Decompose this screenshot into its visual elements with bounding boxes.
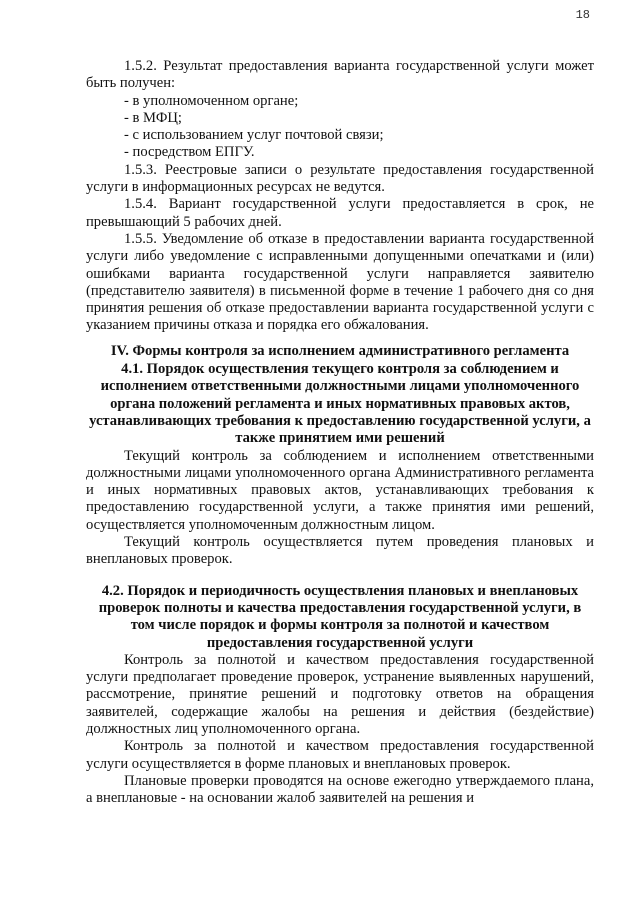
paragraph-1-5-3: 1.5.3. Реестровые записи о результате предоставления государственной услуги в информационных ресурсах не ведутся. (86, 161, 594, 196)
paragraph-4-2-1: Контроль за полнотой и качеством предоставления государственной услуги предполагает проведение проверок, устранение выявленных нарушений, рассмотрение, принятие решений и подготовку ответов на обращения заявителей, содержащие жалобы на решения и действия (бездействие) должностных лиц уполномоченного органа. (86, 651, 594, 737)
paragraph-1-5-4: 1.5.4. Вариант государственной услуги предоставляется в срок, не превышающий 5 рабочих дней. (86, 196, 594, 230)
subsection-4-1-heading: 4.1. Порядок осуществления текущего контроля за соблюдением и исполнением ответственными должностными лицами уполномоченного органа положений регламента и иных нормативных правовых актов, устанавливающих требования к предоставлению государственной услуги, а также принятием ими решений (89, 361, 591, 447)
paragraph-4-2-3: Плановые проверки проводятся на основе ежегодно утверждаемого плана, а внеплановые - на основании жалоб заявителей на решения и (86, 772, 594, 807)
paragraph-1-5-2: 1.5.2. Результат предоставления варианта государственной услуги может быть получен: (86, 58, 594, 92)
list-item: - посредством ЕПГУ. (124, 144, 255, 161)
document-body (86, 58, 594, 807)
paragraph-4-2-2: Контроль за полнотой и качеством предоставления государственной услуги осуществляется в форме плановых и внеплановых проверок. (86, 738, 594, 772)
subsection-4-2-heading: 4.2. Порядок и периодичность осуществления плановых и внеплановых проверок полноты и качества предоставления государственной услуги, в том числе порядок и формы контроля за полнотой и качеством предоставления государственной услуги (98, 582, 582, 651)
paragraph-1-5-5: 1.5.5. Уведомление об отказе в предоставлении варианта государственной услуги либо уведомление с исправленными допущенными опечатками и (или) ошибками варианта государственной услуги направляется заявителю (представителю заявителя) в письменной форме в течение 1 рабочего дня со дня принятия решения об отказе предоставлении варианта государственной услуги с указанием причины отказа и порядка его обжалования. (86, 230, 594, 334)
list-item: - с использованием услуг почтовой связи; (124, 127, 384, 144)
paragraph-4-1-1: Текущий контроль за соблюдением и исполнением ответственными должностными лицами уполномоченного органа Административного регламента и иных нормативных правовых актов, устанавливающих требования к предоставлению государственной услуги, а также принятия ими решений, осуществляется уполномоченным должностным лицом. (86, 447, 594, 533)
page-number: 18 (575, 8, 590, 22)
list-item: - в МФЦ; (124, 109, 182, 126)
list-item: - в уполномоченном органе; (124, 92, 299, 109)
paragraph-4-1-2: Текущий контроль осуществляется путем проведения плановых и внеплановых проверок. (86, 534, 594, 568)
section-4-heading: IV. Формы контроля за исполнением административного регламента (110, 342, 570, 359)
